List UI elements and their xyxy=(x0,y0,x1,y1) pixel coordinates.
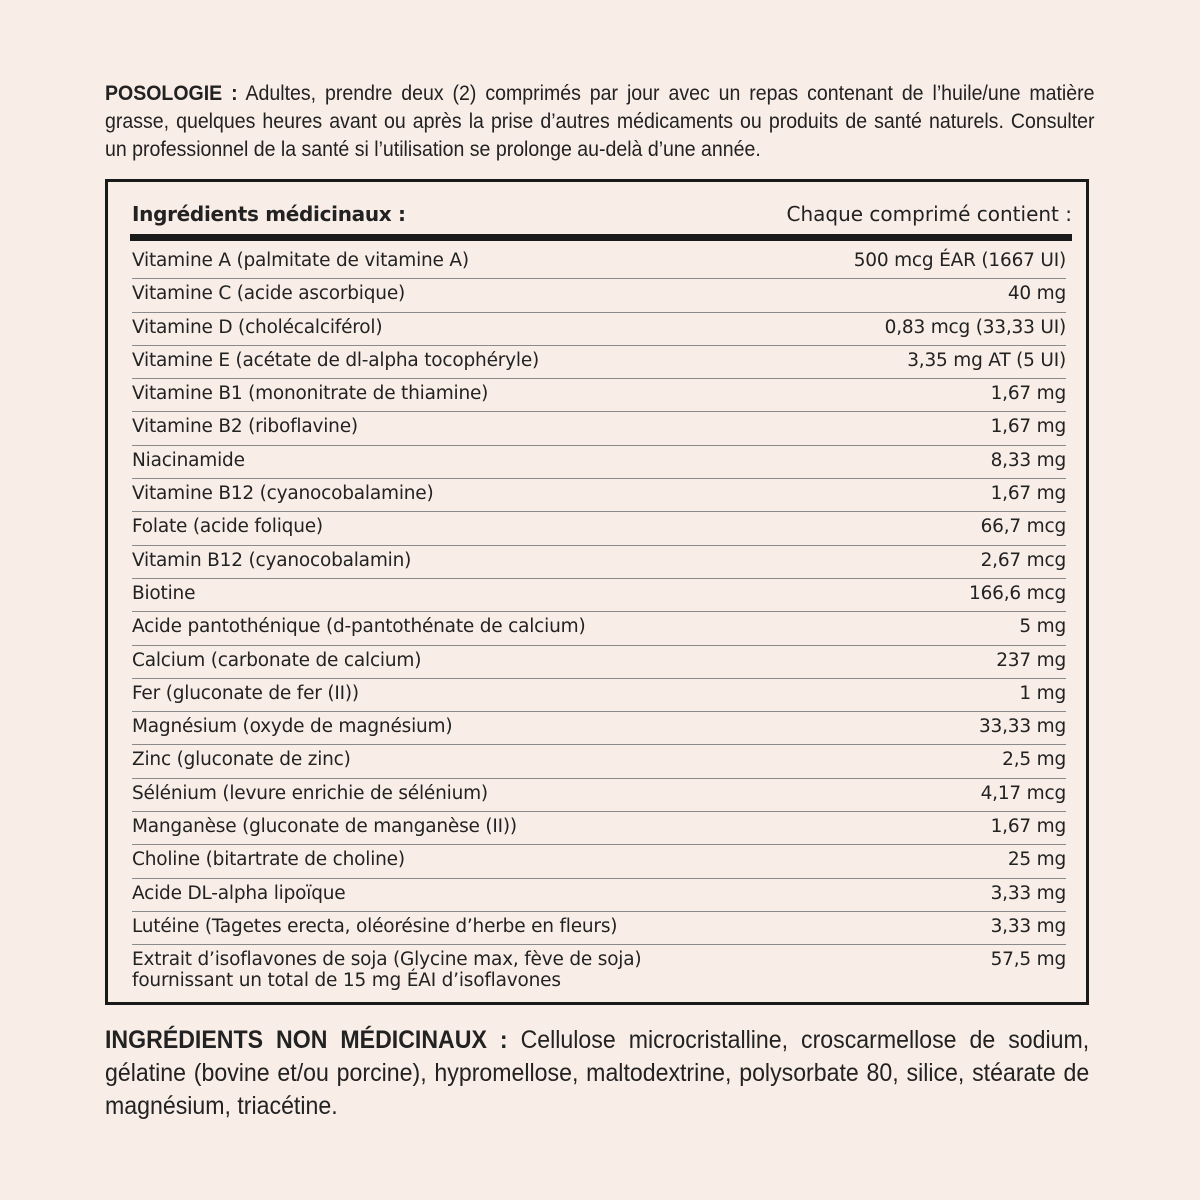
ingredient-amount: 1,67 mg xyxy=(990,416,1066,438)
ingredient-name-text: Calcium (carbonate de calcium) xyxy=(132,649,422,671)
table-row xyxy=(132,313,1066,346)
ingredient-name-text: Vitamine C (acide ascorbique) xyxy=(132,283,406,305)
ingredient-name-text: Niacinamide xyxy=(132,449,245,471)
ingredient-name-text: Manganèse (gluconate de manganèse (II)) xyxy=(132,816,517,838)
ingredient-name-text: Acide pantothénique (d-pantothénate de calcium) xyxy=(132,616,586,638)
ingredient-name xyxy=(132,346,907,376)
ingredient-name-text: Folate (acide folique) xyxy=(132,516,323,538)
table-row xyxy=(132,479,1066,512)
table-header xyxy=(132,198,1072,230)
table-header-left: Ingrédients médicinaux : xyxy=(132,202,406,226)
table-row xyxy=(132,745,1066,778)
ingredient-name xyxy=(132,679,1019,709)
table-row xyxy=(132,679,1066,712)
table-row xyxy=(132,579,1066,612)
ingredient-name xyxy=(132,412,991,442)
table-row xyxy=(132,346,1066,379)
ingredient-amount: 3,35 mg AT (5 UI) xyxy=(907,349,1066,371)
posology-paragraph xyxy=(105,80,1095,164)
ingredient-amount: 500 mcg ÉAR (1667 UI) xyxy=(853,250,1066,271)
ingredient-name xyxy=(132,879,991,909)
ingredient-name-text: Acide DL-alpha lipoïque xyxy=(132,882,346,904)
non-medicinal-paragraph xyxy=(105,1024,1089,1123)
table-row xyxy=(132,379,1066,412)
table-row xyxy=(132,779,1066,812)
ingredient-rows xyxy=(132,246,1066,991)
ingredient-name xyxy=(132,479,991,509)
table-row xyxy=(132,246,1066,279)
ingredient-name-text: Magnésium (oxyde de magnésium) xyxy=(132,716,453,738)
ingredient-name xyxy=(132,313,885,343)
table-row xyxy=(132,912,1066,945)
ingredient-name xyxy=(132,945,991,991)
table-row xyxy=(132,879,1066,912)
ingredient-name xyxy=(132,379,991,409)
ingredient-name-text: Sélénium (levure enrichie de sélénium) xyxy=(132,782,488,804)
posology-text: Adultes, prendre deux (2) comprimés par jour avec un repas contenant de l’huile/une matière grasse, quelques heures avant ou après la prise d’autres médicaments ou produits de santé naturels. Consulter un professionnel de la santé si l’utilisation se prolonge au-delà d’une année. xyxy=(105,82,1095,161)
ingredient-amount: 237 mg xyxy=(996,649,1066,671)
ingredient-name xyxy=(132,712,979,742)
ingredient-amount: 40 mg xyxy=(1007,283,1066,305)
ingredient-name xyxy=(132,512,981,542)
table-row xyxy=(132,845,1066,878)
ingredient-amount: 3,33 mg xyxy=(990,882,1066,904)
ingredient-name-text: Lutéine (Tagetes erecta, oléorésine d’herbe en fleurs) xyxy=(132,915,618,937)
ingredient-name xyxy=(132,246,854,276)
table-row xyxy=(132,546,1066,579)
ingredient-name xyxy=(132,279,1008,309)
posology-label: POSOLOGIE : xyxy=(105,82,238,105)
table-row xyxy=(132,712,1066,745)
header-divider xyxy=(130,234,1072,241)
ingredient-amount: 166,6 mcg xyxy=(969,582,1066,604)
non-medicinal-text: Cellulose microcristalline, croscarmellose de sodium, gélatine (bovine et/ou porcine), hypromellose, maltodextrine, polysorbate 80, silice, stéarate de magnésium, triacétine. xyxy=(105,1026,1090,1120)
ingredient-name-text: Vitamin B12 (cyanocobalamin) xyxy=(132,549,412,571)
ingredient-name xyxy=(132,812,991,842)
ingredient-amount: 57,5 mg xyxy=(990,949,1066,971)
ingredient-name xyxy=(132,779,981,809)
ingredient-name xyxy=(132,745,1002,775)
table-row xyxy=(132,412,1066,445)
ingredient-name-text: Zinc (gluconate de zinc) xyxy=(132,749,351,771)
ingredient-amount: 1,67 mg xyxy=(990,816,1066,838)
table-row xyxy=(132,279,1066,312)
ingredient-name-text: Vitamine B2 (riboflavine) xyxy=(132,416,358,438)
ingredient-amount: 0,83 mcg (33,33 UI) xyxy=(884,316,1066,338)
table-row xyxy=(132,812,1066,845)
ingredient-name-text: Extrait d’isoflavones de soja (Glycine max, fève de soja) xyxy=(132,949,642,971)
ingredient-name-text: Vitamine A (palmitate de vitamine A) xyxy=(132,250,469,271)
ingredient-amount: 5 mg xyxy=(1019,616,1066,638)
ingredient-name-text: Vitamine D (cholécalciférol) xyxy=(132,316,383,338)
non-medicinal-label: INGRÉDIENTS NON MÉDICINAUX : xyxy=(105,1026,508,1054)
ingredient-name xyxy=(132,546,981,576)
ingredient-name xyxy=(132,579,969,609)
ingredient-amount: 1,67 mg xyxy=(990,483,1066,505)
ingredient-name-text: Vitamine B1 (mononitrate de thiamine) xyxy=(132,383,489,405)
ingredient-amount: 25 mg xyxy=(1007,849,1066,871)
ingredient-amount: 3,33 mg xyxy=(990,915,1066,937)
ingredient-name-text: Vitamine E (acétate de dl-alpha tocophéryle) xyxy=(132,349,540,371)
table-row xyxy=(132,446,1066,479)
ingredient-amount: 2,5 mg xyxy=(1002,749,1066,771)
ingredient-amount: 8,33 mg xyxy=(990,449,1066,471)
ingredient-amount: 2,67 mcg xyxy=(980,549,1066,571)
ingredient-amount: 66,7 mcg xyxy=(980,516,1066,538)
medicinal-ingredients-table xyxy=(105,179,1089,1005)
table-row xyxy=(132,646,1066,679)
table-row xyxy=(132,512,1066,545)
ingredient-amount: 1,67 mg xyxy=(990,383,1066,405)
table-row xyxy=(132,612,1066,645)
ingredient-amount: 33,33 mg xyxy=(978,716,1066,738)
ingredient-name xyxy=(132,646,996,676)
ingredient-name-text: Choline (bitartrate de choline) xyxy=(132,849,405,871)
ingredient-amount: 1 mg xyxy=(1019,682,1066,704)
ingredient-amount: 4,17 mcg xyxy=(980,782,1066,804)
ingredient-name xyxy=(132,912,991,942)
ingredient-name xyxy=(132,845,1008,875)
ingredient-name-text: Biotine xyxy=(132,582,196,604)
ingredient-name xyxy=(132,446,991,476)
ingredient-name-text: Vitamine B12 (cyanocobalamine) xyxy=(132,483,434,505)
ingredient-name xyxy=(132,612,1019,642)
table-row xyxy=(132,945,1066,991)
ingredient-name-text: Fer (gluconate de fer (II)) xyxy=(132,682,359,704)
ingredient-name-line2: fournissant un total de 15 mg ÉAI d’isoflavones xyxy=(132,970,561,992)
table-header-right: Chaque comprimé contient : xyxy=(786,202,1072,226)
